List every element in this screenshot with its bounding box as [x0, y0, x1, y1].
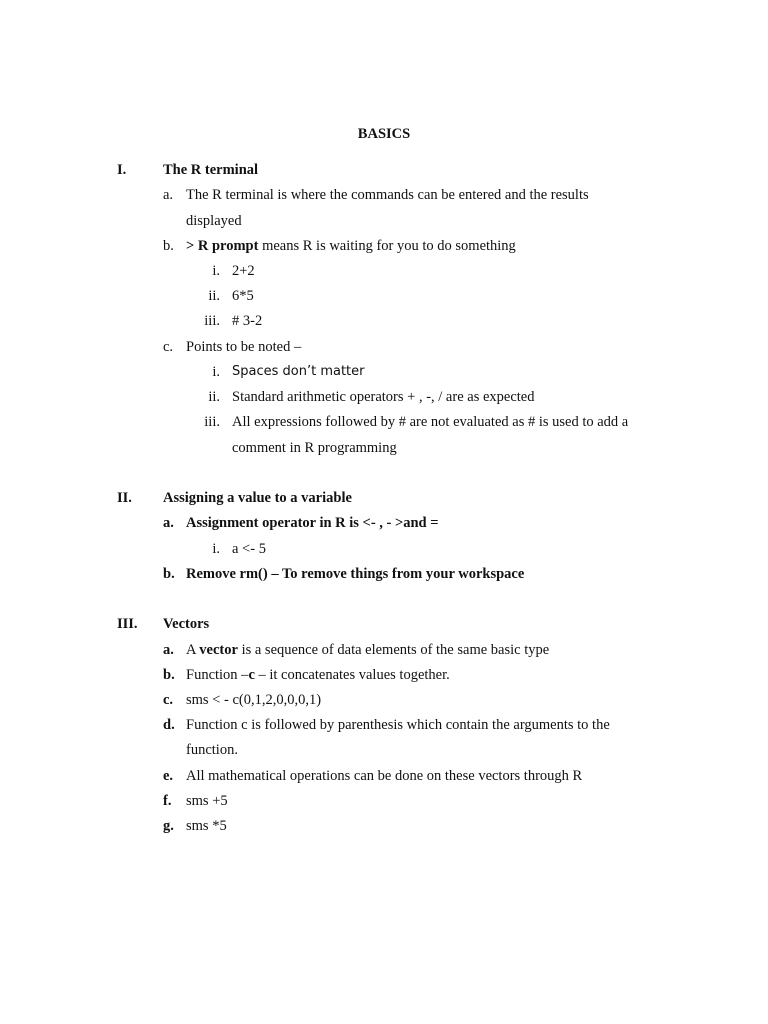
- list-item-text: sms < - c(0,1,2,0,0,0,1): [186, 692, 322, 708]
- list-letter: c.: [163, 339, 174, 355]
- section-heading: The R terminal: [163, 162, 259, 178]
- list-item-text: The R terminal is where the commands can be entered and the results: [186, 187, 589, 203]
- roman-numeral: i.: [212, 364, 220, 380]
- sub-item-text: a <- 5: [232, 541, 266, 557]
- item-rest: means R is waiting for you to do something: [258, 238, 516, 254]
- list-item-text: displayed: [186, 213, 242, 229]
- sub-item-text: All expressions followed by # are not evaluated as # is used to add a: [232, 414, 629, 430]
- list-item-text: sms *5: [186, 818, 227, 834]
- list-letter: f.: [163, 793, 172, 809]
- list-letter: a.: [163, 187, 174, 203]
- list-item-text: sms +5: [186, 793, 228, 809]
- roman-numeral: i.: [212, 263, 220, 279]
- item-rest: is a sequence of data elements of the same basic type: [237, 642, 550, 658]
- list-letter: a.: [163, 642, 174, 658]
- section-numeral: III.: [117, 616, 138, 632]
- item-pre: Function –: [186, 667, 249, 683]
- roman-numeral: ii.: [208, 389, 220, 405]
- section-numeral: I.: [117, 162, 127, 178]
- roman-numeral: i.: [212, 541, 220, 557]
- roman-numeral: ii.: [208, 288, 220, 304]
- list-letter: a.: [163, 515, 174, 531]
- list-letter: b.: [163, 667, 175, 683]
- roman-numeral: iii.: [204, 414, 220, 430]
- list-item-text: [186, 666, 450, 684]
- list-item-text: Remove rm() – To remove things from your workspace: [186, 566, 525, 582]
- section-heading: Assigning a value to a variable: [163, 490, 352, 506]
- bold-term: vector: [199, 642, 238, 658]
- sub-item-text: Standard arithmetic operators + , -, / are as expected: [232, 389, 535, 405]
- section-numeral: II.: [117, 490, 132, 506]
- list-item-text: function.: [186, 742, 238, 758]
- list-item-text: [186, 237, 516, 255]
- sub-item-text: Spaces don’t matter: [232, 364, 365, 379]
- bold-term: > R prompt: [186, 238, 259, 254]
- sub-item-text: # 3-2: [232, 313, 263, 329]
- list-letter: g.: [163, 818, 174, 834]
- list-letter: b.: [163, 238, 174, 254]
- list-item-text: All mathematical operations can be done on these vectors through R: [186, 768, 583, 784]
- item-rest: – it concatenates values together.: [254, 667, 450, 683]
- list-item-text: [186, 641, 549, 659]
- sub-item-text: 6*5: [232, 288, 254, 304]
- section-heading: Vectors: [163, 616, 210, 632]
- list-letter: e.: [163, 768, 174, 784]
- page-title: BASICS: [357, 126, 411, 142]
- sub-item-text: comment in R programming: [232, 440, 397, 456]
- bold-term: c: [248, 667, 255, 683]
- roman-numeral: iii.: [204, 313, 220, 329]
- sub-item-text: 2+2: [232, 263, 255, 279]
- list-letter: b.: [163, 566, 175, 582]
- list-item-text: Function c is followed by parenthesis which contain the arguments to the: [186, 717, 610, 733]
- item-pre: A: [186, 642, 200, 658]
- list-letter: d.: [163, 717, 175, 733]
- list-item-text: Assignment operator in R is <- , - >and =: [186, 515, 439, 531]
- list-letter: c.: [163, 692, 174, 708]
- list-item-text: Points to be noted –: [186, 339, 302, 355]
